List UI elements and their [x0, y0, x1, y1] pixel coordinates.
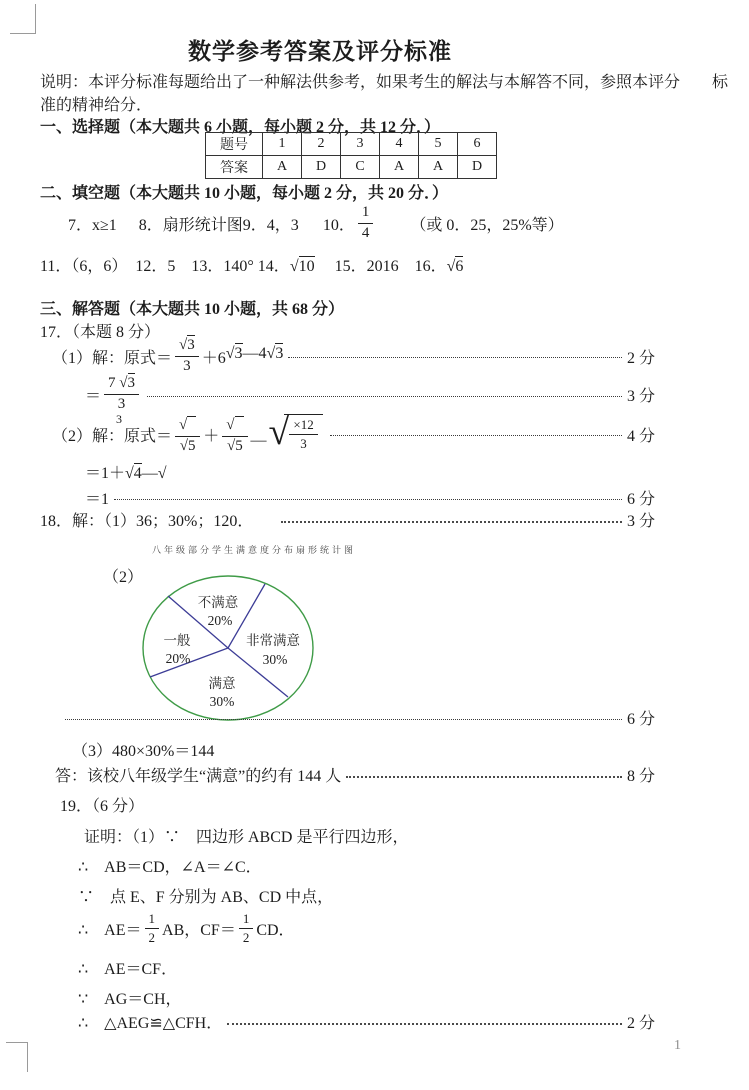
score-3pts: 3 分 [626, 513, 655, 530]
score-2pts: 2 分 [626, 350, 655, 367]
q17-p2-fractionA: $\frac{√}{√5}$ [175, 416, 200, 455]
dotted-leader [346, 776, 622, 778]
pie-value-average: 20% [165, 651, 191, 666]
section3-heading: 三、解答题（本大题共 10 小题，共 68 分） [40, 301, 345, 318]
crop-mark-top-left-vertical [35, 4, 36, 33]
table-cell: 3 [341, 133, 380, 156]
q18-line1 [40, 508, 655, 531]
answer-item-10-alternative: （或 0．25，25%等） [410, 216, 564, 234]
equals-sign: ＝ [85, 387, 102, 405]
q17-p1-fraction: $\frac{√3}{3}$ [175, 338, 199, 375]
pie-value-satisfied: 30% [209, 694, 235, 709]
section1-heading: 一、选择题（本大题共 6 小题，每小题 2 分，共 12 分．） [40, 119, 441, 136]
q19-congruence-conclusion: ∴ △AEG≌△CFH． [78, 1015, 223, 1032]
dotted-leader [281, 521, 622, 523]
q19-proof-line5: ∴ AE＝CF． [78, 961, 178, 978]
q17-part2-line3 [85, 486, 655, 509]
dotted-leader [147, 396, 622, 397]
answer-table [205, 132, 497, 179]
score-4pts: 4 分 [626, 428, 655, 445]
q18-sub3: （3）480×30%＝144 [72, 743, 215, 760]
table-row-answers [206, 156, 497, 179]
pie-chart-title: 八年级部分学生满意度分布扇形统计图 [152, 545, 357, 555]
grading-note-line2: 准的精神给分． [40, 97, 153, 114]
sqrt-3: √3 [179, 337, 195, 353]
page-number: 1 [674, 1038, 681, 1053]
q17-p1-term3: —4 [242, 345, 267, 362]
radical-sign: √ [289, 258, 299, 275]
table-cell: 2 [302, 133, 341, 156]
table-cell: C [341, 156, 380, 179]
q17-part2-line2: ＝1＋√4—√ [85, 465, 167, 482]
answer-items-15-16: 15．2016 16． [314, 258, 447, 275]
dotted-leader [227, 1023, 622, 1025]
half-fraction: $\frac{1}{2}$ [239, 912, 254, 944]
q17-heading: 17．（本题 8 分） [40, 324, 161, 341]
sqrt-3: √3 [266, 345, 284, 362]
q17-p2-label: （2）解： 3 [52, 412, 125, 445]
sqrt-3: √3 [225, 345, 243, 362]
q17-p2-fractionB: $\frac{√}{√5}$ [222, 416, 247, 455]
table-cell: D [458, 156, 497, 179]
dotted-leader [114, 499, 622, 500]
answer-items-11-14: 11．（6，6） 12．5 13．140° 14． [40, 258, 290, 275]
q17-p1-result-fraction: $\frac{7 √3}{3}$ [104, 376, 139, 413]
q18-chart-scoreline [60, 706, 655, 729]
fraction-numerator: 1 [358, 205, 374, 224]
score-6pts: 6 分 [626, 711, 655, 728]
answer-item-10-fraction [358, 205, 374, 242]
crop-mark-bottom-left-horizontal [6, 1042, 28, 1043]
q17-p1-term2: ＋6 [201, 350, 226, 367]
section2-heading: 二、填空题（本大题共 10 小题，每小题 2 分，共 20 分．） [40, 185, 449, 202]
pie-value-very-satisfied: 30% [262, 652, 288, 667]
pie-chart [140, 574, 318, 726]
table-cell: D [302, 156, 341, 179]
q17-p2-eq: 原式＝ [124, 428, 173, 445]
dotted-leader [330, 435, 622, 436]
sqrt-4: √4 [125, 465, 142, 482]
answer-item-7: 7．x≥1 [68, 216, 117, 234]
answer-item-8-9: 8．扇形统计图9．4，3 [138, 216, 299, 234]
q18-answer1: 18．解：（1）36；30%；120． [40, 513, 254, 530]
radical-sign: √ [446, 258, 456, 275]
score-3pts: 3 分 [626, 387, 655, 405]
q19-proof-line1: 证明：（1）∵ 四边形 ABCD 是平行四边形， [84, 829, 409, 846]
table-cell: A [380, 156, 419, 179]
q17-p2-big-radical: √ $\frac{\times 12}{3}$ [269, 414, 323, 450]
minus-sign: — [250, 432, 267, 449]
answer-item-10-label: 10． [322, 216, 355, 234]
q17-part1-line2 [85, 376, 655, 413]
q19-proof-line4: ∴ AE＝ $\frac{1}{2}$ AB，CF＝ $\frac{1}{2}$ CD． [78, 910, 295, 945]
page-title: 数学参考答案及评分标准 [188, 39, 452, 64]
q18-conclusion: 答：该校八年级学生“满意”的约有 144 人 [55, 768, 342, 785]
pie-label-satisfied: 满意 [208, 676, 236, 691]
vinculum [187, 416, 196, 429]
pie-value-dissatisfied: 20% [207, 613, 233, 628]
pie-label-average: 一般 [163, 633, 191, 648]
half-fraction: $\frac{1}{2}$ [145, 912, 160, 944]
sqrt-6: √6 [446, 258, 464, 275]
table-cell: A [263, 156, 302, 179]
q17-p1-label: （1）解：原式＝ [52, 350, 173, 367]
q19-proof-line7 [78, 1010, 655, 1033]
table-row-question-numbers [206, 133, 497, 156]
table-cell: 答案 [206, 156, 263, 179]
score-6pts: 6 分 [626, 491, 655, 508]
score-8pts: 8 分 [626, 768, 655, 785]
sqrt-3: √3 [119, 375, 135, 391]
dotted-leader [288, 357, 622, 358]
pie-label-very-satisfied: 非常满意 [246, 633, 300, 648]
q19-proof-line2: ∴ AB＝CD，∠A＝∠C． [78, 859, 262, 876]
table-cell: 题号 [206, 133, 263, 156]
q19-proof-line3: ∵ 点 E、F 分别为 AB、CD 中点， [78, 889, 334, 906]
q19-proof-line6: ∵ AG＝CH， [78, 991, 182, 1008]
superscript-3: 3 [116, 412, 123, 426]
fraction-denominator: 4 [361, 224, 370, 241]
table-cell: 5 [419, 133, 458, 156]
crop-mark-bottom-left-vertical [27, 1042, 28, 1072]
q18-answer-line [55, 763, 655, 786]
q19-heading: 19．（6 分） [60, 798, 145, 815]
sqrt-10: √10 [289, 258, 315, 275]
fill-blank-row1 [68, 202, 564, 244]
q17-part1-line1 [52, 338, 655, 375]
grading-note-line1: 说明：本评分标准每题给出了一种解法供参考，如果考生的解法与本解答不同，参照本评分 标 [40, 74, 729, 91]
q18-sub2-label: （2） [103, 569, 144, 586]
score-2pts: 2 分 [626, 1015, 655, 1032]
table-cell: 1 [263, 133, 302, 156]
q17-part2-line1 [52, 411, 655, 455]
table-cell: A [419, 156, 458, 179]
radical-sign: √ [157, 465, 167, 482]
dotted-leader [65, 719, 622, 720]
table-cell: 6 [458, 133, 497, 156]
table-cell: 4 [380, 133, 419, 156]
pie-label-dissatisfied: 不满意 [197, 595, 239, 610]
q17-p2-result: ＝1 [85, 491, 110, 508]
vinculum [235, 416, 244, 429]
plus-sign: ＋ [203, 428, 220, 445]
fill-blank-row2 [40, 253, 463, 276]
